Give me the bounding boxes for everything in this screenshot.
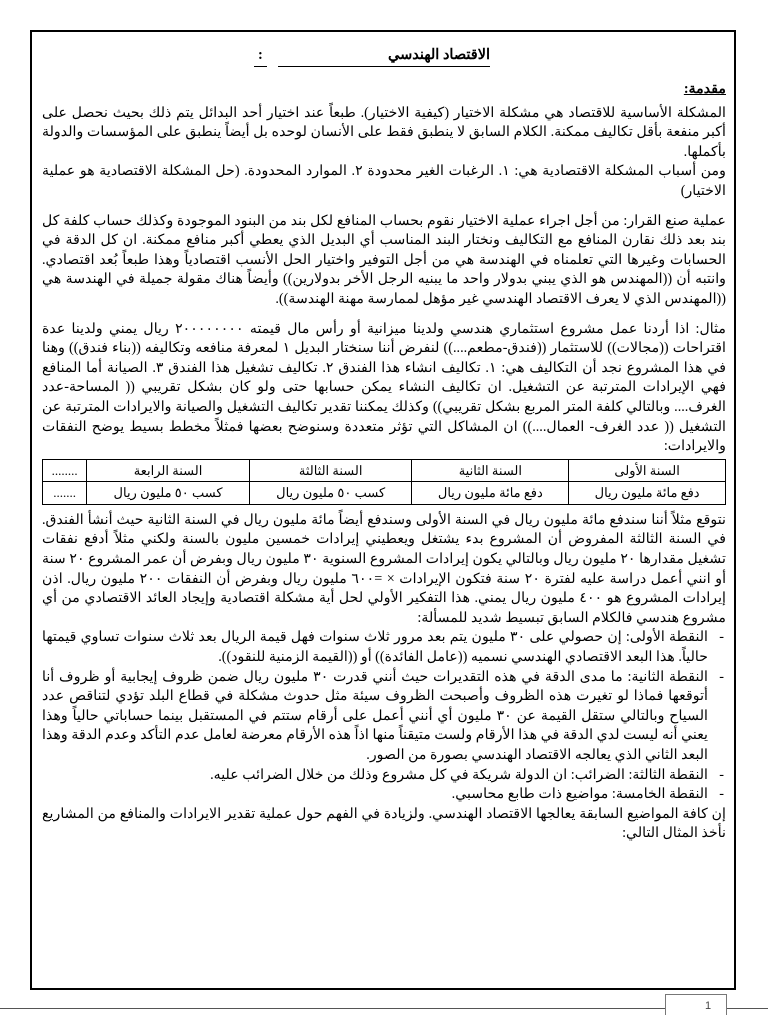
example-paragraph: مثال: اذا أردنا عمل مشروع استثماري هندسي ولدينا ميزانية أو رأس مال قيمته ٢٠٠٠٠٠٠٠٠ ريال يمني ولدينا عدة اقتراحات ((مجالات)) للاستثمار ((فندق-مطعم....)) لنفرض أننا سنختار البديل ١ لمعرفة منافعه وتكاليفه ((بناء فندق)) وهنا في هذا المشروع نجد أن التكاليف هي: ١. تكاليف انشاء هذا الفندق ٢. تكاليف تشغيل هذا الفندق ٣. الصيانة أما المنافع فهي الإيرادات المترتبة عن التشغيل. ان تكاليف النشاء يمكن حسابها حتى ولو كان بشكل تقريبي (( المساحة-عدد الغرف.... وبالتالي كلفة المتر المربع بشكل تقريبي)) وكذلك يمكننا تقدير تكاليف التشغيل والصيانة والايرادات المترتبة عن التشغيل (( عدد الغرف- العمال....)) ان المشاكل التي تؤثر متعددة وسنوضح بعضها فمثلاً مخطط بسيط يوضح النفقات والايرادات: (42, 320, 726, 455)
table-cell: دفع مائة مليون ريال (412, 482, 569, 505)
document-title (42, 46, 726, 66)
intro-paragraph-2: ومن أسباب المشكلة الاقتصادية هي: ١. الرغبات الغير محدودة ٢. الموارد المحدودة. (حل المشكلة الاقتصادية هو عملية الاختيار) (42, 163, 727, 199)
list-item: - النقطة الأولى: إن حصولي على ٣٠ مليون يتم بعد مرور ثلاث سنوات فهل قيمة الريال بعد ثلاث سنوات تساوي قيمتها حالياً. هذا البعد الاقتصادي الهندسي نسميه ((عامل الفائدة)) أو ((القيمة الزمنية للنقود)). (42, 628, 708, 667)
closing-paragraph: إن كافة المواضيع السابقة يعالجها الاقتصاد الهندسي. ولزيادة في الفهم حول عملية تقدير الايرادات والمنافع من المشاريع نأخذ المثال التالي: (42, 805, 726, 842)
intro-heading: مقدمة: (683, 81, 726, 97)
table-header-cell: السنة الرابعة (87, 459, 250, 482)
footer-rule (0, 1008, 768, 1009)
table-cell: كسب ٥٠ مليون ريال (87, 482, 250, 505)
table-row (43, 482, 726, 505)
forecast-paragraph: نتوقع مثلاً أننا سندفع مائة مليون ريال في السنة الأولى وسندفع أيضاً مائة مليون ريال في السنة الثانية حيث أنشأ الفندق. في السنة الثالثة المفروض أن المشروع بدء يشتغل ويعطيني إيرادات خمسين مليون بالسنة ولكني مثلاً أدفع نفقات تشغيل مقدارها ٢٠ مليون ريال وبالتالي يكون إيرادات المشروع السنوية ٣٠ مليون ريال وبفرض أن عمر المشروع ٢٠ سنة أو انني أعمل دراسة عليه لفترة ٢٠ سنة فتكون الإيرادات × =٦٠٠ مليون ريال وبفرض أن النفقات ٢٠٠ مليون ريال. اذن إيرادات المشروع هو ٤٠٠ مليون ريال يمني. هذا التفكير الأولي لحل أية مشكلة اقتصادية وإيجاد العائد الاقتصادي من أي مشروع هندسي فالكلام السابق تبسيط شديد للمسألة: (42, 511, 727, 626)
title-colon: : (254, 46, 267, 67)
page-number: 1 (705, 1000, 712, 1012)
table-cell: دفع مائة مليون ريال (569, 482, 726, 505)
document-body (42, 42, 726, 844)
table-header-cell: السنة الثالثة (249, 459, 412, 482)
table-cell: كسب ٥٠ مليون ريال (249, 482, 412, 505)
list-item: - النقطة الخامسة: مواضيع ذات طابع محاسبي. (42, 785, 708, 805)
table-header-cell: السنة الأولى (569, 459, 726, 482)
table-header-row (43, 459, 726, 482)
page-number-tab (665, 994, 727, 1015)
list-item: - النقطة الثانية: ما مدى الدقة في هذه التقديرات حيث أنني قدرت ٣٠ مليون ريال ضمن ظروف إيجابية أو ظروف أنا أتوقعها فماذا لو تغيرت هذه الظروف وأصبحت الظروف سيئة مثل حدوث مشكلة في قطاع البلد تؤدي لتناقص عدد السياح وبالتالي ستقل القيمة عن ٣٠ مليون أي أنني أعمل على أرقام ستتم في المستقبل بينما حساباتي حالياً وهذا يعني أنه ليست لدي الدقة في هذا الأرقام ولست متيقناً منها اذاً هذه الأرقام معرضة لعامل عدم التأكد وعدم الدقة وهذا البعد الثاني الذي يعالجه الاقتصاد الهندسي بصورة من الصور. (42, 668, 708, 766)
table-cell: ....... (43, 482, 87, 505)
table-header-cell: السنة الثانية (412, 459, 569, 482)
list-item: - النقطة الثالثة: الضرائب: ان الدولة شريكة في كل مشروع وذلك من خلال الضرائب عليه. (42, 766, 708, 786)
table-header-cell: ........ (43, 459, 87, 482)
cost-revenue-table (42, 459, 726, 505)
title-text: الاقتصاد الهندسي (278, 46, 490, 67)
decision-paragraph: عملية صنع القرار: من أجل اجراء عملية الاختيار نقوم بحساب المنافع لكل بند من البنود الموجودة وكذلك حساب كلفة كل بند بعد ذلك نقارن المنافع مع التكاليف ونختار البند المناسب أي البديل الذي يعطي أكبر منافع ممكنة. ان كل الدقة في الحسابات وغيرها التي تعلمناه في الهندسة هي من أجل التوفير واختيار الحل الأنسب اقتصادياً وهذا طبعاً بُعد اقتصادي. وانتبه أن ((المهندس هو الذي يبني بدولار واحد ما يبنيه الرجل الأخر بدولارين)) وأيضاً هناك مقولة جميلة في الهندسة هي ((المهندس الذي لا يعرف الاقتصاد الهندسي غير مؤهل لممارسة مهنة الهندسة)). (42, 212, 726, 307)
points-list (42, 628, 726, 804)
intro-paragraph-1: المشكلة الأساسية للاقتصاد هي مشكلة الاختيار (كيفية الاختيار). طبعاً عند اختيار أحد البدائل يتم ذلك بحيث نحصل على أكبر منفعة بأقل تكاليف ممكنة. الكلام السابق لا ينطبق فقط على الأنسان لوحده بل أيضاً ينطبق على المؤسسات والدولة بأكملها. (42, 104, 726, 160)
